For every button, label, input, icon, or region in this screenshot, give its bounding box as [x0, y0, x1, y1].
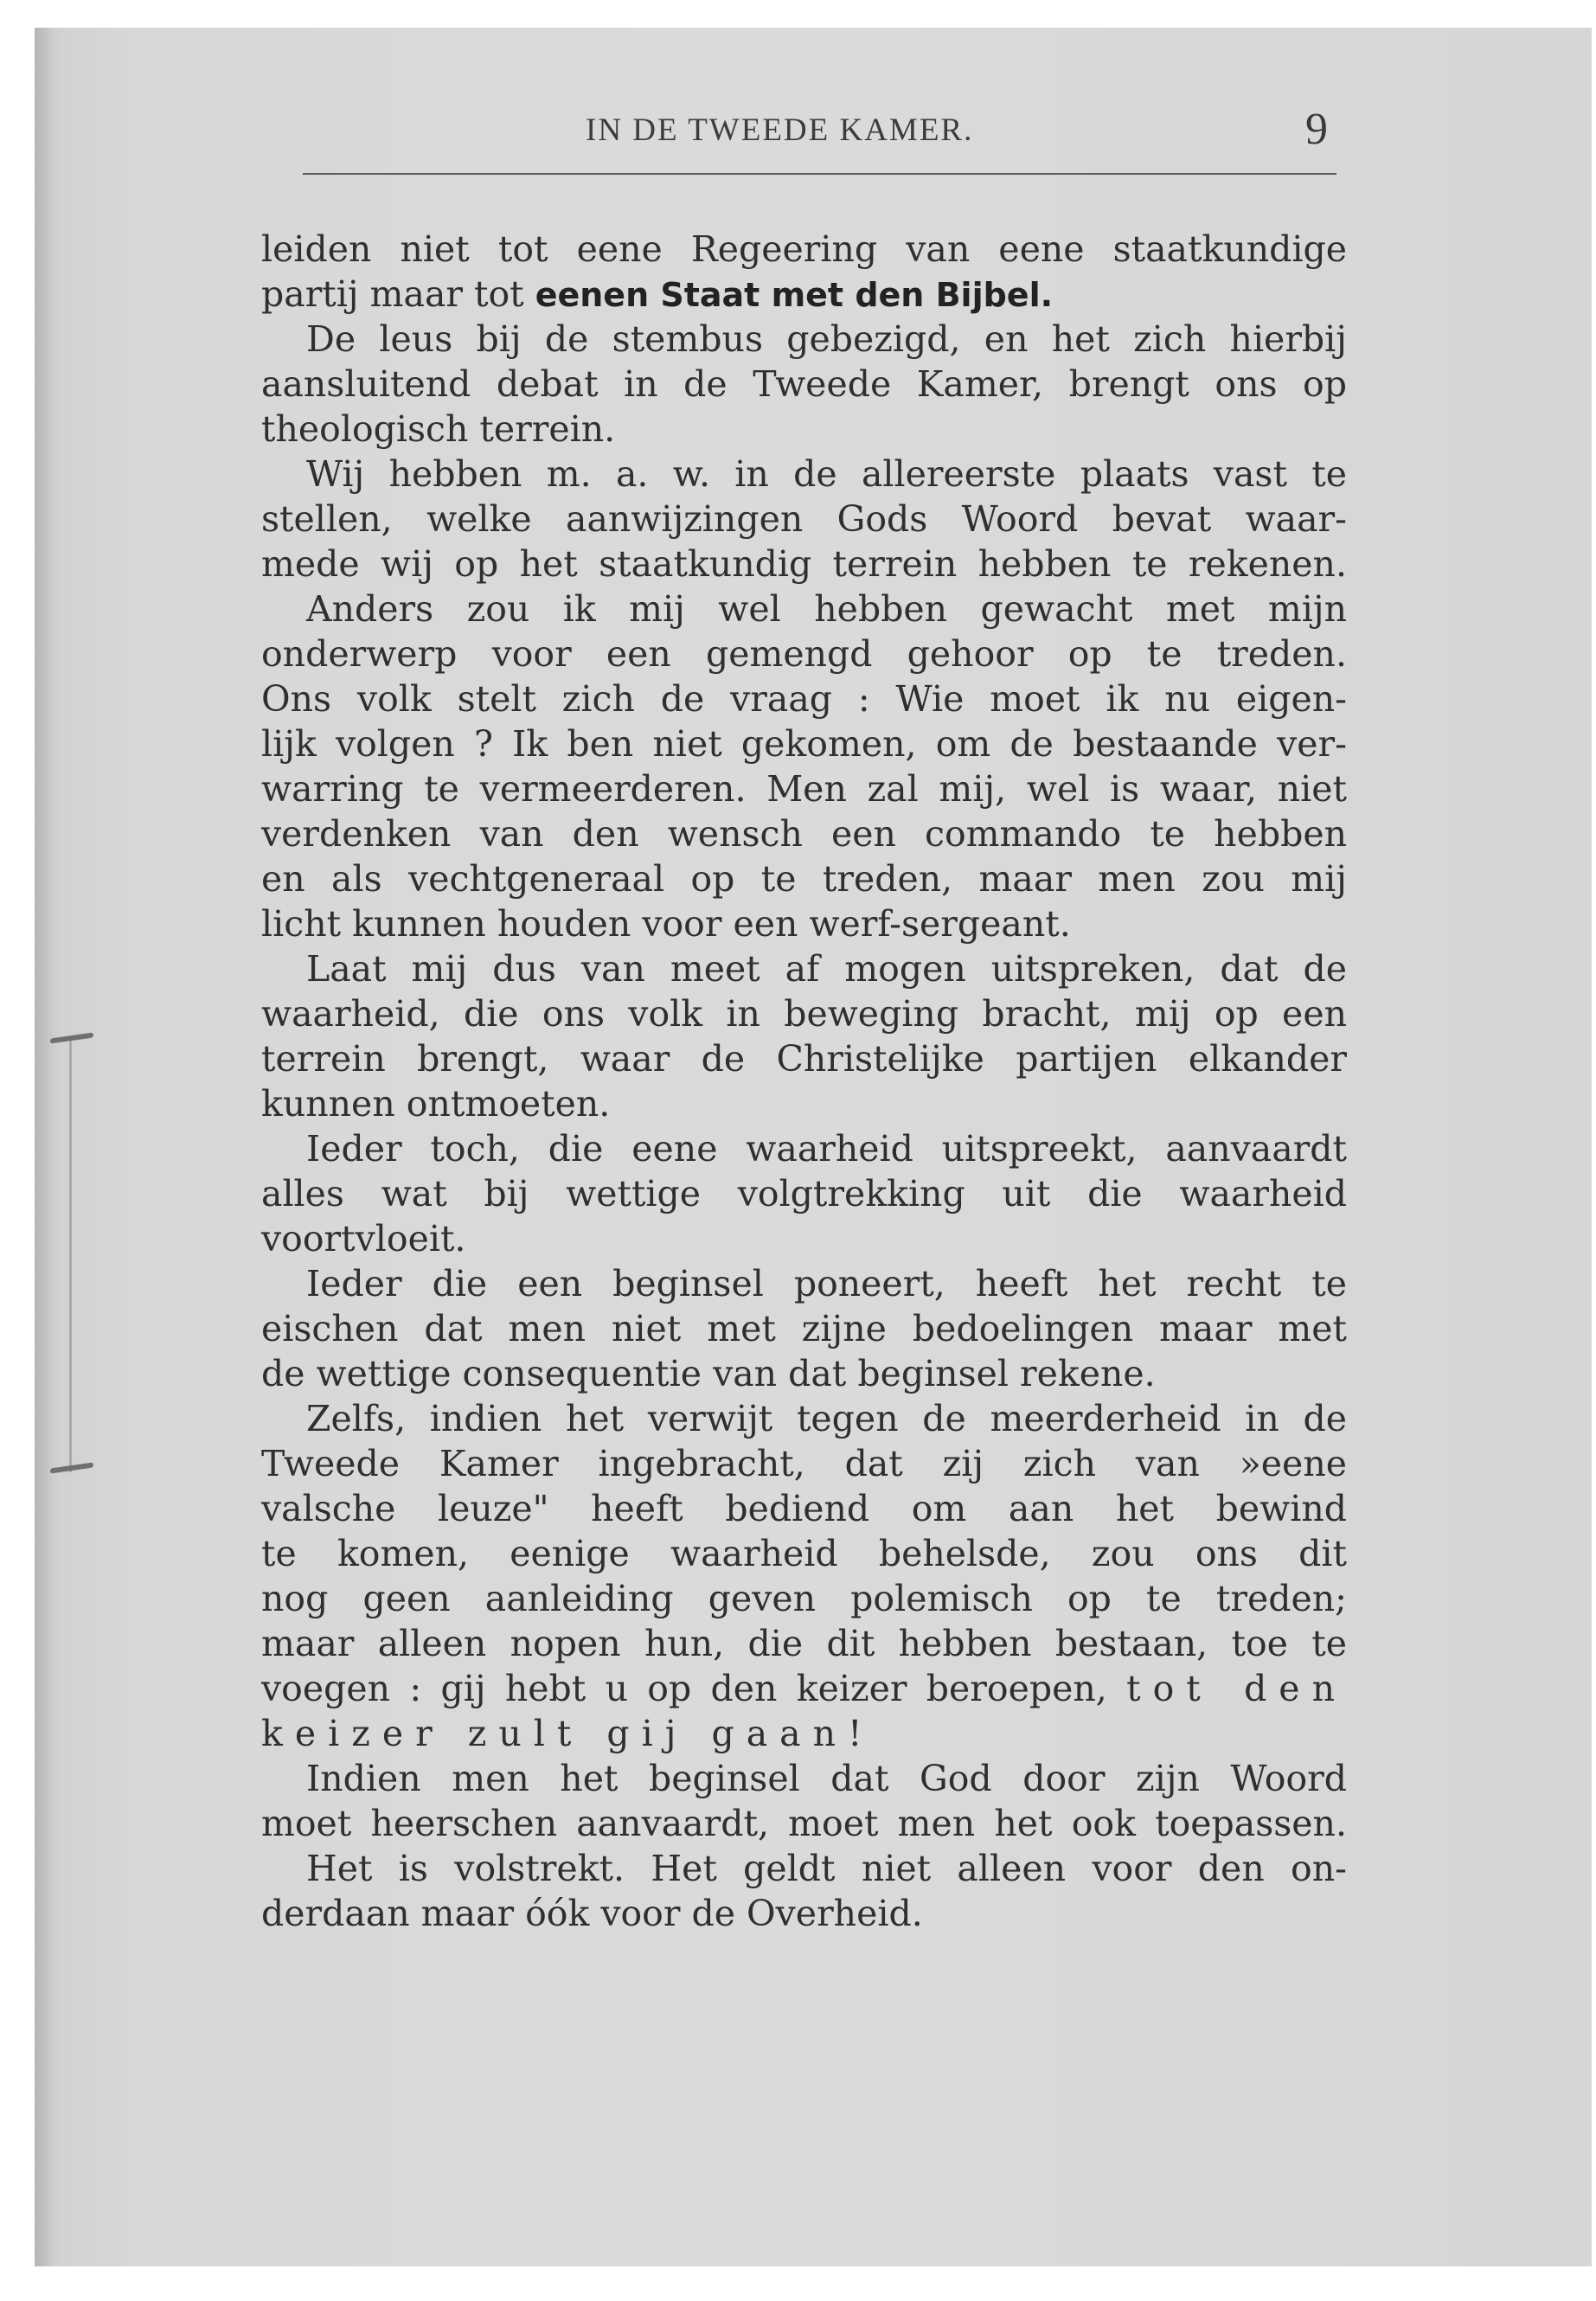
text-line: licht kunnen houden voor een werf-sergeant.	[261, 903, 1071, 945]
text-line: leiden niet tot eene Regeering van eene staatkundige	[261, 228, 1347, 270]
text-line: Ons volk stelt zich de vraag : Wie moet ik nu eigen-	[261, 678, 1347, 720]
text-line: stellen, welke aanwijzingen Gods Woord bevat waar-	[261, 498, 1347, 540]
text-line: verdenken van den wensch een commando te hebben	[261, 813, 1347, 855]
text-line: alles wat bij wettige volgtrekking uit die waarheid	[261, 1173, 1347, 1215]
text-line: waarheid, die ons volk in beweging bracht, mij op een	[261, 993, 1347, 1035]
text-line: Wij hebben m. a. w. in de allereerste plaats vast te	[306, 453, 1347, 495]
text-line: valsche leuze" heeft bediend om aan het bewind	[261, 1488, 1347, 1529]
text-line: lijk volgen ? Ik ben niet gekomen, om de bestaande ver-	[261, 723, 1347, 765]
spaced-emphasis-line: keizer zult gij gaan!	[261, 1713, 875, 1754]
text-line: moet heerschen aanvaardt, moet men het ook toepassen.	[261, 1803, 1347, 1844]
text-line: Laat mij dus van meet af mogen uitspreken, dat de	[306, 948, 1347, 990]
text-line: onderwerp voor een gemengd gehoor op te treden.	[261, 633, 1347, 675]
binding-staple-top	[50, 1032, 93, 1043]
text-line: Zelfs, indien het verwijt tegen de meerderheid in de	[306, 1398, 1347, 1439]
text-line: de wettige consequentie van dat beginsel rekene.	[261, 1353, 1156, 1394]
spaced-emphasis: tot den	[1126, 1668, 1347, 1709]
binding-staple-bottom	[50, 1462, 93, 1473]
text-line: terrein brengt, waar de Christelijke partijen elkander	[261, 1038, 1347, 1080]
text-line: Anders zou ik mij wel hebben gewacht met mijn	[306, 588, 1347, 630]
text-line: Ieder toch, die eene waarheid uitspreekt, aanvaardt	[306, 1128, 1347, 1170]
body-text	[261, 227, 1347, 1936]
text-line: te komen, eenige waarheid behelsde, zou ons dit	[261, 1533, 1347, 1574]
text-line: voortvloeit.	[261, 1218, 466, 1259]
text-line: derdaan maar óók voor de Overheid.	[261, 1893, 923, 1934]
binding-shadow	[35, 28, 54, 2266]
text-line: warring te vermeerderen. Men zal mij, wel is waar, niet	[261, 768, 1347, 810]
header-rule	[303, 173, 1336, 175]
running-title: IN DE TWEEDE KAMER.	[586, 112, 974, 148]
bold-phrase: eenen Staat met den Bijbel.	[535, 276, 1054, 314]
text-line: theologisch terrein.	[261, 408, 616, 450]
text-line: nog geen aanleiding geven polemisch op te treden;	[261, 1578, 1347, 1619]
text-line: en als vechtgeneraal op te treden, maar men zou mij	[261, 858, 1347, 900]
text-line: eischen dat men niet met zijne bedoelingen maar met	[261, 1308, 1347, 1349]
text-line: aansluitend debat in de Tweede Kamer, brengt ons op	[261, 363, 1347, 405]
text-line-start: voegen : gij hebt u op den keizer beroepen,	[261, 1668, 1127, 1709]
page-number: 9	[1305, 105, 1328, 154]
text-line: maar alleen nopen hun, die dit hebben bestaan, toe te	[261, 1623, 1347, 1664]
text-line: kunnen ontmoeten.	[261, 1083, 611, 1125]
text-line-start: partij maar tot	[261, 273, 535, 315]
binding-thread	[69, 1040, 72, 1472]
text-line	[261, 272, 1347, 317]
text-line: mede wij op het staatkundig terrein hebben te rekenen.	[261, 543, 1347, 585]
text-line	[261, 1666, 1347, 1711]
text-line: De leus bij de stembus gebezigd, en het zich hierbij	[306, 318, 1347, 360]
text-line: Indien men het beginsel dat God door zijn Woord	[306, 1758, 1347, 1799]
text-line: Tweede Kamer ingebracht, dat zij zich van »eene	[261, 1443, 1347, 1484]
text-line: Het is volstrekt. Het geldt niet alleen voor den on-	[306, 1848, 1347, 1889]
page-header	[303, 104, 1336, 182]
text-line: Ieder die een beginsel poneert, heeft het recht te	[306, 1263, 1347, 1304]
